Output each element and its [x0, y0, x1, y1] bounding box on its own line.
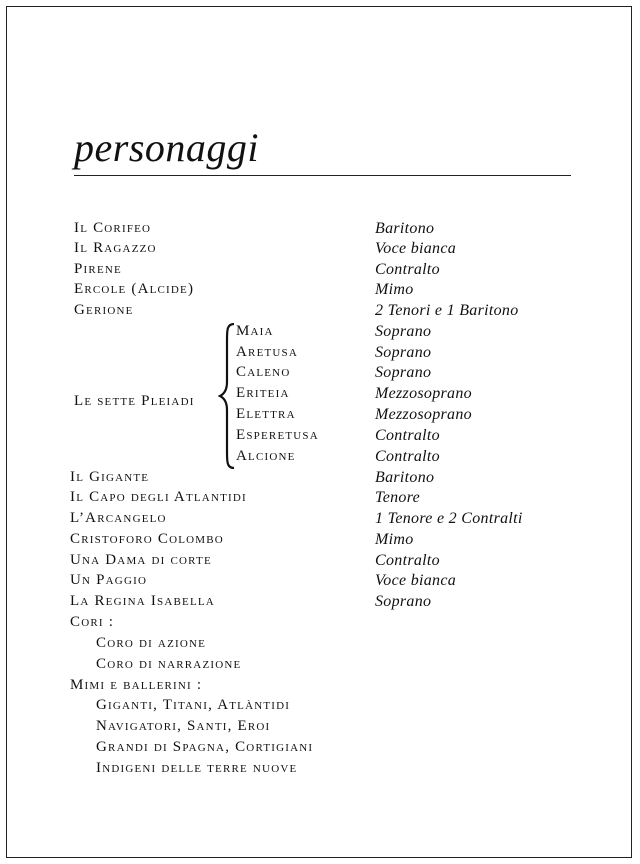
mimi-item-row [0, 697, 640, 718]
role-voice: Baritono [375, 469, 435, 486]
pleiade-row [0, 344, 640, 365]
pleiade-row [0, 448, 640, 469]
pleiade-name: Maia [236, 323, 274, 339]
pleiade-name: Alcione [236, 448, 296, 464]
role-voice: 1 Tenore e 2 Contralti [375, 510, 523, 527]
pleiade-row [0, 406, 640, 427]
pleiade-voice: Mezzosoprano [375, 385, 472, 402]
pleiade-voice: Mezzosoprano [375, 406, 472, 423]
role-row [0, 469, 640, 490]
role-name: Cristoforo Colombo [70, 531, 224, 547]
role-row [0, 240, 640, 261]
pleiade-name: Caleno [236, 364, 291, 380]
mimi-item: Grandi di Spagna, Cortigiani [96, 739, 314, 755]
title-rule [74, 175, 571, 176]
mimi-item-row [0, 760, 640, 781]
pleiade-row [0, 323, 640, 344]
role-voice: Voce bianca [375, 572, 457, 589]
pleiade-name: Aretusa [236, 344, 299, 360]
role-voice: Contralto [375, 552, 440, 569]
pleiade-row [0, 364, 640, 385]
role-name: Il Gigante [70, 469, 150, 485]
role-voice: Voce bianca [375, 240, 457, 257]
pleiadi-group-label: Le sette Pleiadi [74, 393, 195, 409]
role-voice: 2 Tenori e 1 Baritono [375, 302, 519, 319]
mimi-item-row [0, 739, 640, 760]
role-row [0, 531, 640, 552]
pleiade-name: Elettra [236, 406, 296, 422]
cori-item: Coro di narrazione [96, 656, 242, 672]
pleiade-voice: Soprano [375, 344, 432, 361]
role-name: Gerione [74, 302, 134, 318]
role-voice: Mimo [375, 531, 414, 548]
pleiade-voice: Soprano [375, 323, 432, 340]
role-name: Il Ragazzo [74, 240, 157, 256]
pleiade-row [0, 427, 640, 448]
role-row [0, 302, 640, 323]
role-voice: Tenore [375, 489, 421, 506]
mimi-label-row [0, 677, 640, 698]
role-name: Un Paggio [70, 572, 148, 588]
role-name: Una Dama di corte [70, 552, 212, 568]
role-row [0, 572, 640, 593]
pleiade-row [0, 385, 640, 406]
cori-item-row [0, 656, 640, 677]
role-voice: Mimo [375, 281, 414, 298]
pleiade-name: Eriteia [236, 385, 290, 401]
pleiade-voice: Contralto [375, 448, 440, 465]
role-name: L’Arcangelo [70, 510, 167, 526]
role-row [0, 593, 640, 614]
role-voice: Baritono [375, 220, 435, 237]
pleiade-voice: Soprano [375, 364, 432, 381]
cori-label-row [0, 614, 640, 635]
role-voice: Contralto [375, 261, 440, 278]
role-name: Il Corifeo [74, 220, 152, 236]
cori-label: Cori : [70, 614, 115, 630]
role-name: Ercole (Alcide) [74, 281, 195, 297]
pleiade-voice: Contralto [375, 427, 440, 444]
role-row [0, 552, 640, 573]
role-row [0, 261, 640, 282]
cori-item: Coro di azione [96, 635, 207, 651]
mimi-item: Navigatori, Santi, Eroi [96, 718, 271, 734]
mimi-item: Indigeni delle terre nuove [96, 760, 298, 776]
mimi-label: Mimi e ballerini : [70, 677, 203, 693]
mimi-item: Giganti, Titani, Atlàntidi [96, 697, 291, 713]
role-name: Pirene [74, 261, 122, 277]
role-row [0, 510, 640, 531]
cori-item-row [0, 635, 640, 656]
mimi-item-row [0, 718, 640, 739]
role-name: La Regina Isabella [70, 593, 215, 609]
role-name: Il Capo degli Atlantidi [70, 489, 247, 505]
role-voice: Soprano [375, 593, 432, 610]
pleiade-name: Esperetusa [236, 427, 319, 443]
role-row [0, 220, 640, 241]
page-title: personaggi [74, 125, 259, 170]
role-row [0, 281, 640, 302]
role-row [0, 489, 640, 510]
